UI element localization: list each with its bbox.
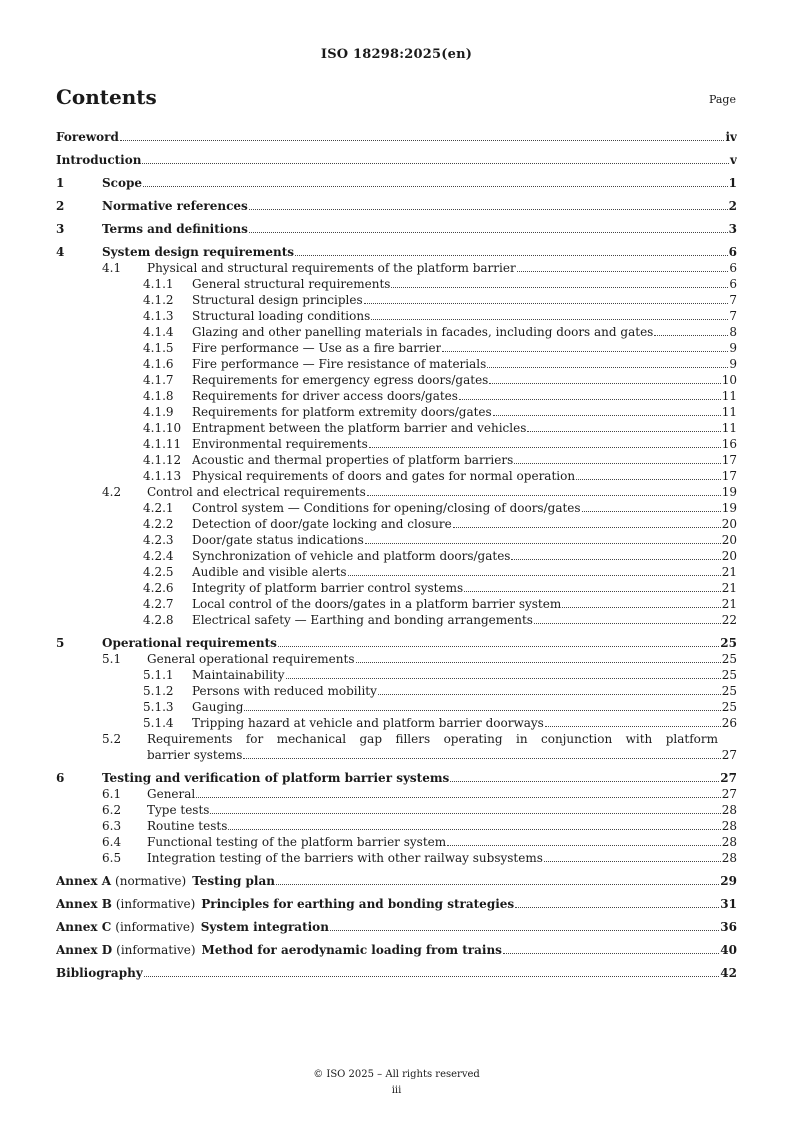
dot-leader (244, 709, 720, 711)
toc-label: Terms and definitions (102, 222, 248, 236)
toc-list-6 (56, 786, 737, 866)
toc-entry-6[interactable] (56, 770, 737, 786)
toc-label: Integrity of platform barrier control systems (192, 581, 464, 595)
toc-label: Physical requirements of doors and gates for normal operation (192, 469, 576, 483)
toc-number: 5.2 (102, 732, 122, 746)
toc-page: 26 (721, 716, 737, 730)
page-column-label: Page (708, 93, 736, 106)
annex-id: Annex A (56, 874, 112, 888)
toc-label-line1: Requirements for mechanical gap fillers operating in conjunction with platform (147, 732, 718, 746)
dot-leader (493, 414, 721, 416)
toc-label: Control system — Conditions for opening/closing of doors/gates (192, 501, 581, 515)
toc-entry-4-1-7[interactable] (56, 372, 737, 388)
toc-number: 4.1.11 (143, 437, 182, 451)
dot-leader (582, 510, 721, 512)
dot-leader (534, 622, 721, 624)
toc-label: Environmental requirements (192, 437, 368, 451)
toc-entry-4-1-9[interactable] (56, 404, 737, 420)
toc-entry-4-1-3[interactable] (56, 308, 737, 324)
toc-page: 36 (720, 920, 737, 934)
toc-page: 1 (728, 176, 737, 190)
toc-entry-4-2-2[interactable] (56, 516, 737, 532)
toc-label: Electrical safety — Earthing and bonding arrangements (192, 613, 533, 627)
toc-entry-annex[interactable] (56, 896, 737, 912)
toc-page: 25 (721, 684, 737, 698)
toc-page: 21 (721, 597, 737, 611)
toc-entry-annex[interactable] (56, 873, 737, 889)
toc-page: 17 (721, 469, 737, 483)
toc-label: Fire performance — Use as a fire barrier (192, 341, 442, 355)
toc-entry-1[interactable] (56, 175, 737, 191)
page-title: Contents (56, 85, 157, 109)
toc-number: 4.2.4 (143, 549, 174, 563)
toc-entry-5-1-4[interactable] (56, 715, 737, 731)
toc-page: 42 (720, 966, 737, 980)
dot-leader (295, 254, 728, 256)
toc-number: 5.1.4 (143, 716, 174, 730)
dot-leader (515, 906, 719, 908)
toc-number: 1 (56, 176, 65, 190)
dot-leader (365, 542, 721, 544)
dot-leader (196, 796, 720, 798)
annex-kind: (informative) (115, 897, 196, 911)
dot-leader (142, 162, 729, 164)
toc-entry-4-1-8[interactable] (56, 388, 737, 404)
dot-leader (459, 398, 721, 400)
toc-entry-4-2-5[interactable] (56, 564, 737, 580)
dot-leader (330, 929, 719, 931)
dot-leader (143, 185, 728, 187)
toc-number: 4.1 (102, 261, 122, 275)
toc-label: Gauging (192, 700, 244, 714)
toc-label: Principles for earthing and bonding strategies (201, 897, 515, 911)
toc-entry-5-1-3[interactable] (56, 699, 737, 715)
toc-entry-4-1-1[interactable] (56, 276, 737, 292)
toc-label: General (147, 787, 196, 801)
toc-label: Testing and verification of platform barrier systems (102, 771, 450, 785)
toc-page: 3 (728, 222, 737, 236)
toc-list-4-1 (56, 276, 737, 484)
dot-leader (514, 462, 720, 464)
toc-number: 4.1.12 (143, 453, 182, 467)
dot-leader (503, 952, 719, 954)
toc-label: Foreword (56, 130, 119, 144)
toc-label: Fire performance — Fire resistance of materials (192, 357, 487, 371)
toc-label: Door/gate status indications (192, 533, 364, 547)
toc-number: 5.1.2 (143, 684, 174, 698)
toc-page: 29 (720, 874, 737, 888)
dot-leader (364, 302, 729, 304)
toc-number: 4.1.8 (143, 389, 174, 403)
toc-entry-4-1-10[interactable] (56, 420, 737, 436)
toc-label: Structural design principles (192, 293, 363, 307)
dot-leader (489, 382, 720, 384)
toc-page: 7 (729, 309, 737, 323)
dot-leader (527, 430, 720, 432)
toc-number: 4.1.10 (143, 421, 182, 435)
toc-label: Control and electrical requirements (147, 485, 366, 499)
toc-number: 6.2 (102, 803, 122, 817)
toc-page: 7 (729, 293, 737, 307)
toc-label: General operational requirements (147, 652, 355, 666)
page-footer (0, 1067, 793, 1099)
toc-label: Audible and visible alerts (192, 565, 347, 579)
dot-leader (369, 446, 721, 448)
toc-number: 4.2.2 (143, 517, 174, 531)
toc-number: 6 (56, 771, 65, 785)
toc-entry-4-2[interactable] (56, 484, 737, 500)
toc-number: 6.3 (102, 819, 122, 833)
toc-entry-4-2-6[interactable] (56, 580, 737, 596)
toc-entry-annex[interactable] (56, 942, 737, 958)
toc-number: 4.1.13 (143, 469, 182, 483)
page-number: iii (391, 1085, 402, 1096)
toc-page: 25 (721, 700, 737, 714)
toc-entry-5-1-1[interactable] (56, 667, 737, 683)
toc-page: v (730, 153, 737, 167)
toc-page: 21 (721, 581, 737, 595)
dot-leader (348, 574, 721, 576)
toc-label: Integration testing of the barriers with other railway subsystems (147, 851, 543, 865)
toc-list-4-2 (56, 500, 737, 628)
dot-leader (249, 231, 728, 233)
toc-number: 5 (56, 636, 65, 650)
toc-entry-4-2-1[interactable] (56, 500, 737, 516)
toc-label: Entrapment between the platform barrier and vehicles (192, 421, 527, 435)
dot-leader (544, 860, 721, 862)
toc-label: Detection of door/gate locking and closure (192, 517, 452, 531)
annex-id: Annex B (56, 897, 112, 911)
dot-leader (447, 844, 721, 846)
toc-entry-bibliography[interactable] (56, 965, 737, 981)
toc-entry-4-1-13[interactable] (56, 468, 737, 484)
toc-entry-5-1[interactable] (56, 651, 737, 667)
toc-page: 11 (721, 389, 737, 403)
dot-leader (517, 270, 729, 272)
toc-entry-4-1[interactable] (56, 260, 737, 276)
toc-label: Requirements for platform extremity doors/gates (192, 405, 492, 419)
toc-number: 4.1.9 (143, 405, 174, 419)
dot-leader (654, 334, 728, 336)
dot-leader (243, 757, 720, 759)
toc-page: 16 (721, 437, 737, 451)
toc-number: 5.1.1 (143, 668, 174, 682)
toc-page: 20 (721, 549, 737, 563)
toc-label: Persons with reduced mobility (192, 684, 377, 698)
toc-entry-6-3[interactable] (56, 818, 737, 834)
toc-number: 4.1.6 (143, 357, 174, 371)
toc-number: 3 (56, 222, 65, 236)
toc-number: 4.2 (102, 485, 122, 499)
toc-page: 20 (721, 533, 737, 547)
toc-number: 2 (56, 199, 65, 213)
toc-label: Routine tests (147, 819, 228, 833)
toc-number: 6.5 (102, 851, 122, 865)
toc-page: 25 (721, 652, 737, 666)
toc-number: 4.2.3 (143, 533, 174, 547)
toc-page: 22 (721, 613, 737, 627)
dot-leader (249, 208, 728, 210)
toc-label: System integration (200, 920, 329, 934)
toc-label: System design requirements (102, 245, 295, 259)
toc-entry-3[interactable] (56, 221, 737, 237)
toc-label: Scope (102, 176, 143, 190)
dot-leader (367, 494, 721, 496)
toc-number: 4 (56, 245, 65, 259)
toc-number: 4.1.1 (143, 277, 174, 291)
dot-leader (120, 139, 725, 141)
toc-label: Acoustic and thermal properties of platform barriers (192, 453, 514, 467)
toc-page: 17 (721, 453, 737, 467)
toc-label: Local control of the doors/gates in a platform barrier system (192, 597, 562, 611)
toc-entry-4-1-5[interactable] (56, 340, 737, 356)
toc-number: 4.2.1 (143, 501, 174, 515)
dot-leader (228, 828, 720, 830)
toc-number: 6.1 (102, 787, 122, 801)
toc-entry-6-2[interactable] (56, 802, 737, 818)
toc-page: 27 (720, 771, 737, 785)
dot-leader (210, 812, 720, 814)
dot-leader (286, 677, 721, 679)
toc-entry-6-4[interactable] (56, 834, 737, 850)
toc-label-line2-row (147, 747, 737, 763)
toc-page: 11 (721, 421, 737, 435)
dot-leader (371, 318, 728, 320)
toc-number: 6.4 (102, 835, 122, 849)
dot-leader (391, 286, 728, 288)
document-header: ISO 18298:2025(en) (320, 47, 473, 62)
toc-entry-6-5[interactable] (56, 850, 737, 866)
annex-kind: (normative) (115, 874, 187, 888)
toc-page: 11 (721, 405, 737, 419)
annex-kind: (informative) (116, 943, 196, 957)
dot-leader (356, 661, 721, 663)
toc-label: Operational requirements (102, 636, 277, 650)
dot-leader (450, 780, 719, 782)
dot-leader (464, 590, 721, 592)
toc-number: 4.1.5 (143, 341, 174, 355)
annex-id: Annex C (56, 920, 112, 934)
toc-entry-4-2-4[interactable] (56, 548, 737, 564)
toc-label: Glazing and other panelling materials in facades, including doors and gates (192, 325, 654, 339)
toc-label: Normative references (102, 199, 248, 213)
toc-number: 4.1.7 (143, 373, 174, 387)
toc-label-line2: barrier systems (147, 748, 243, 762)
toc-page: 9 (729, 357, 737, 371)
toc-label: Tripping hazard at vehicle and platform barrier doorways (192, 716, 544, 730)
dot-leader (487, 366, 728, 368)
dot-leader (453, 526, 721, 528)
toc-entry-4-2-7[interactable] (56, 596, 737, 612)
toc-entry-introduction[interactable] (56, 152, 737, 168)
toc-entry-4-1-11[interactable] (56, 436, 737, 452)
toc-page: 10 (721, 373, 737, 387)
toc-entry-5[interactable] (56, 635, 737, 651)
toc-page: 27 (721, 748, 737, 762)
toc-entry-4-1-6[interactable] (56, 356, 737, 372)
dot-leader (276, 883, 719, 885)
toc-entry-4-2-8[interactable] (56, 612, 737, 628)
toc-number: 5.1 (102, 652, 122, 666)
toc-label: Type tests (147, 803, 210, 817)
toc-entry-annex[interactable] (56, 919, 737, 935)
dot-leader (278, 645, 719, 647)
toc-page: 25 (721, 668, 737, 682)
toc-entry-6-1[interactable] (56, 786, 737, 802)
copyright-notice: © ISO 2025 – All rights reserved (313, 1069, 480, 1080)
toc-page: iv (725, 130, 737, 144)
toc-entry-foreword[interactable] (56, 129, 737, 145)
toc-page: 28 (721, 835, 737, 849)
toc-entry-4-1-12[interactable] (56, 452, 737, 468)
toc-page: 19 (721, 501, 737, 515)
toc-label: General structural requirements (192, 277, 391, 291)
toc-page: 28 (721, 851, 737, 865)
toc-entry-5-1-2[interactable] (56, 683, 737, 699)
toc-page: 40 (720, 943, 737, 957)
toc-label: Testing plan (192, 874, 275, 888)
toc-entry-4-1-4[interactable] (56, 324, 737, 340)
toc-entry-5-2[interactable] (56, 731, 737, 763)
toc-label: Method for aerodynamic loading from trains (201, 943, 502, 957)
toc-list-annexes (56, 873, 737, 958)
toc-entry-4-1-2[interactable] (56, 292, 737, 308)
toc-number: 5.1.3 (143, 700, 174, 714)
toc-page: 28 (721, 819, 737, 833)
toc-number: 4.1.4 (143, 325, 174, 339)
dot-leader (442, 350, 728, 352)
toc-page: 6 (729, 277, 737, 291)
annex-id: Annex D (56, 943, 113, 957)
dot-leader (144, 975, 720, 977)
toc-entry-2[interactable] (56, 198, 737, 214)
toc-label: Requirements for driver access doors/gates (192, 389, 458, 403)
toc-page: 20 (721, 517, 737, 531)
toc-label: Introduction (56, 153, 142, 167)
dot-leader (378, 693, 721, 695)
toc-page: 19 (721, 485, 737, 499)
toc-number: 4.1.2 (143, 293, 174, 307)
toc-label: Maintainability (192, 668, 285, 682)
toc-entry-4[interactable] (56, 244, 737, 260)
toc-label: Functional testing of the platform barrier system (147, 835, 447, 849)
toc-page: 28 (721, 803, 737, 817)
toc-entry-4-2-3[interactable] (56, 532, 737, 548)
dot-leader (545, 725, 721, 727)
dot-leader (511, 558, 720, 560)
toc-label: Physical and structural requirements of the platform barrier (147, 261, 516, 275)
toc-page: 21 (721, 565, 737, 579)
toc-page: 25 (720, 636, 737, 650)
toc-page: 31 (720, 897, 737, 911)
toc-page: 9 (729, 341, 737, 355)
toc-page: 2 (728, 199, 737, 213)
toc-number: 4.2.6 (143, 581, 174, 595)
toc-page: 6 (729, 261, 737, 275)
toc-page: 8 (729, 325, 737, 339)
toc-list-5-1 (56, 667, 737, 731)
toc-page: 27 (721, 787, 737, 801)
toc-label: Synchronization of vehicle and platform doors/gates (192, 549, 511, 563)
toc-number: 4.2.8 (143, 613, 174, 627)
toc-number: 4.1.3 (143, 309, 174, 323)
toc-label: Bibliography (56, 966, 143, 980)
annex-kind: (informative) (115, 920, 195, 934)
toc-page: 6 (728, 245, 737, 259)
table-of-contents (56, 129, 737, 981)
toc-label: Structural loading conditions (192, 309, 371, 323)
toc-number: 4.2.7 (143, 597, 174, 611)
dot-leader (576, 478, 721, 480)
toc-label: Requirements for emergency egress doors/gates (192, 373, 489, 387)
toc-number: 4.2.5 (143, 565, 174, 579)
dot-leader (562, 606, 721, 608)
